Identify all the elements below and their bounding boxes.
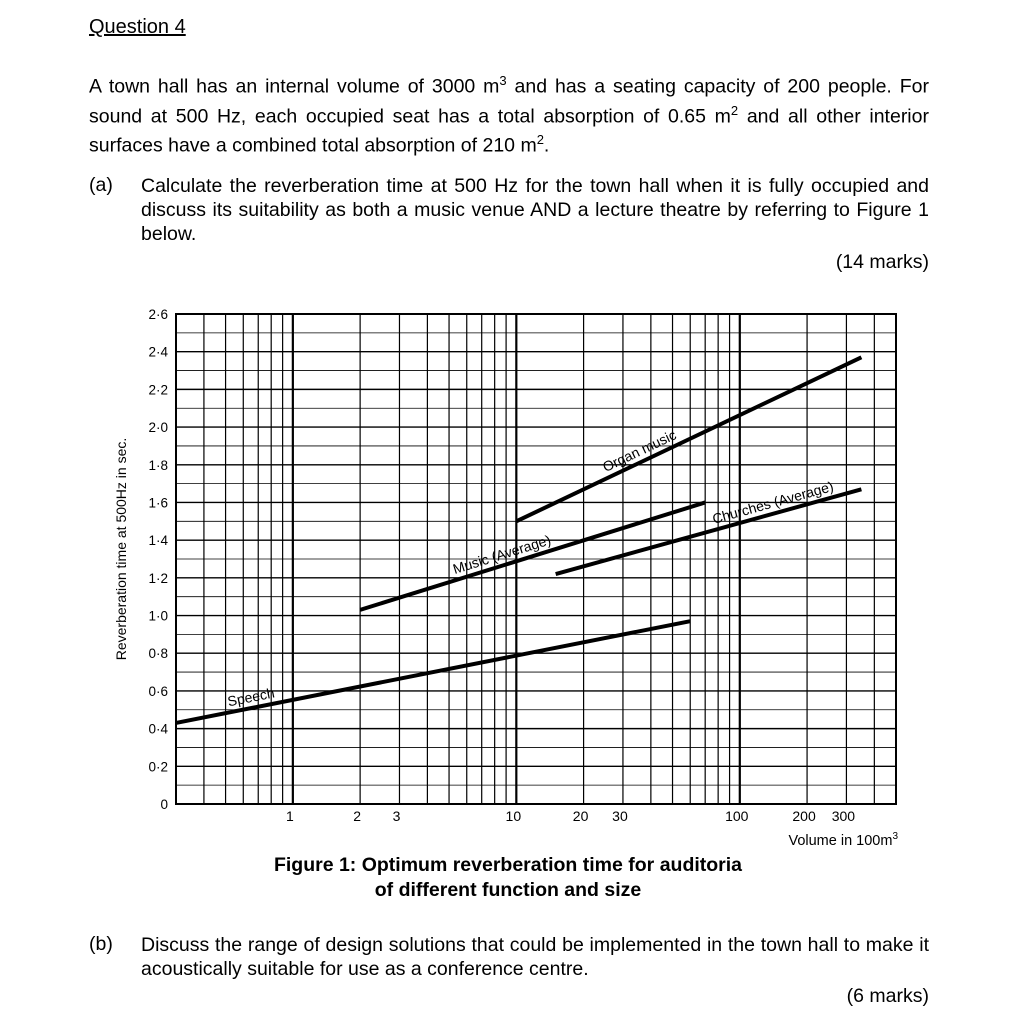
x-tick-label: 20 [572, 808, 589, 824]
question-heading: Question 4 [89, 16, 186, 38]
part-a-text: Calculate the reverberation time at 500 Hz for the town hall when it is fully occupied and discuss its suitability as both a music venue AND a lecture theatre by referring to Figure 1 below. [141, 175, 929, 245]
y-tick-label: 0 [160, 797, 168, 812]
question-intro: A town hall has an internal volume of 3000 $m^3$ and has a seating capacity of 200 people. For sound at 500 Hz, each occupied seat has a total absorption of 0.65 $m^2$ and all other interior surfaces have a combined total absorption of 210 $m^2$. [89, 73, 929, 157]
x-tick-label: 100 [725, 808, 749, 824]
part-a-label: (a) [89, 174, 113, 196]
x-tick-label: 200 [792, 808, 816, 824]
superscript-3: 3 [499, 73, 507, 88]
reverberation-chart [100, 296, 920, 856]
series-label: Speech [226, 684, 276, 710]
y-tick-label: 1·6 [148, 495, 168, 511]
y-tick-labels [148, 307, 168, 812]
y-tick-label: 2·4 [148, 344, 168, 360]
superscript-2: 2 [536, 132, 544, 147]
x-tick-label: 1 [285, 808, 294, 824]
y-tick-label: 1·2 [148, 570, 168, 586]
x-tick-label: 10 [505, 808, 522, 824]
y-tick-label: 0·8 [148, 646, 168, 662]
x-tick-label: 30 [612, 808, 628, 824]
series-labels [226, 426, 835, 709]
y-tick-label: 2·2 [148, 382, 168, 398]
y-tick-label: 1·8 [148, 457, 168, 473]
part-b-marks: (6 marks) [846, 985, 929, 1007]
y-tick-label: 1·0 [148, 608, 168, 624]
figure-caption-line-2: of different function and size [374, 879, 642, 901]
y-tick-label: 0·4 [148, 721, 168, 737]
series-label: Organ music [600, 426, 679, 475]
series-label: Churches (Average) [710, 477, 836, 527]
x-tick-label: 2 [353, 808, 362, 824]
x-tick-label: 300 [831, 808, 856, 824]
grid-horizontal-lines [176, 314, 896, 804]
series-label: Music (Average) [450, 531, 553, 578]
part-b-label: (b) [89, 933, 113, 955]
y-tick-label: 0·6 [148, 683, 168, 699]
part-b-text: Discuss the range of design solutions that could be implemented in the town hall to make it acoustically suitable for use as a conference centre. [141, 934, 929, 980]
part-a-marks: (14 marks) [835, 251, 929, 273]
figure-caption [200, 853, 816, 903]
figure-caption-line-1: Figure 1: Optimum reverberation time for auditoria [273, 854, 743, 876]
x-tick-labels [286, 808, 855, 824]
y-tick-label: 1·4 [148, 533, 168, 549]
x-axis-label: Volume in $100m^3$ [788, 831, 898, 849]
superscript-2: 2 [730, 102, 739, 118]
y-tick-label: 0·2 [148, 759, 168, 775]
series-line [360, 502, 705, 609]
y-tick-label: 2·6 [148, 307, 168, 322]
y-tick-label: 2·0 [148, 420, 168, 436]
y-axis-label: Reverberation time at 500Hz in sec. [113, 437, 129, 661]
x-tick-label: 3 [392, 808, 401, 824]
